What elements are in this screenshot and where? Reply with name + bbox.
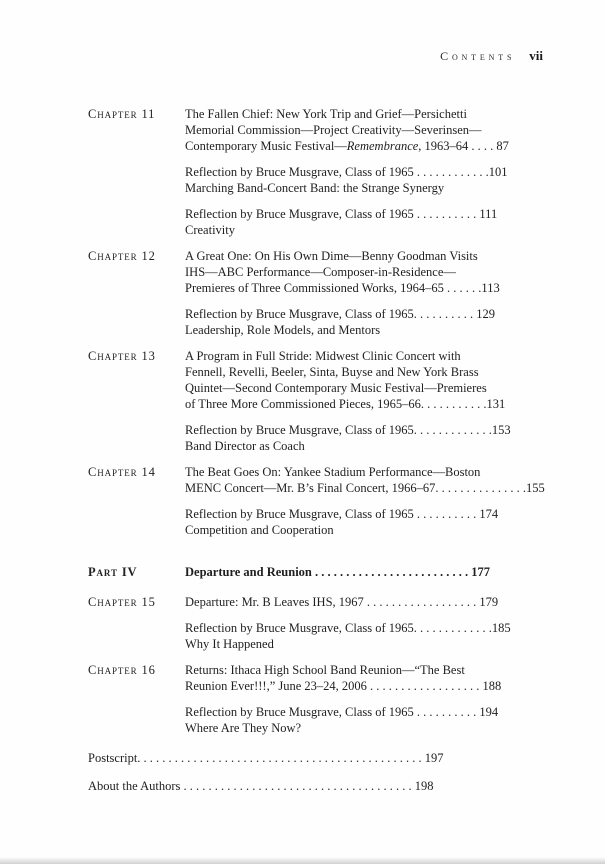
label-spacer (88, 206, 185, 238)
entry-text (185, 594, 543, 610)
entry-line: The Fallen Chief: New York Trip and Grief—Persichetti (185, 107, 467, 121)
entry-line: Premieres of Three Commissioned Works, 1964–65 . . . . . .113 (185, 281, 500, 295)
entry-text (185, 422, 543, 454)
toc-entry-reflection (88, 206, 543, 238)
entry-line: Band Director as Coach (185, 439, 305, 453)
entry-text (185, 348, 543, 412)
entry-text (185, 620, 543, 652)
toc-entry-chapter-15 (88, 594, 543, 610)
entry-line: Competition and Cooperation (185, 523, 334, 537)
label-spacer (88, 620, 185, 652)
chapter-label: Chapter 11 (88, 107, 156, 121)
entry-text (185, 164, 543, 196)
entry-text (185, 464, 545, 496)
chapter-label: Chapter 14 (88, 465, 156, 479)
entry-line: Reflection by Bruce Musgrave, Class of 1965 . . . . . . . . . . 111 (185, 207, 498, 221)
toc-entry-reflection (88, 506, 543, 538)
toc-entry-part-4 (88, 564, 543, 580)
entry-line: Where Are They Now? (185, 721, 302, 735)
entry-line: A Great One: On His Own Dime—Benny Goodman Visits (185, 249, 478, 263)
entry-line: Reflection by Bruce Musgrave, Class of 1965 . . . . . . . . . . . .101 (185, 165, 508, 179)
entry-line: Reflection by Bruce Musgrave, Class of 1965 . . . . . . . . . . 194 (185, 705, 499, 719)
entry-line: A Program in Full Stride: Midwest Clinic Concert with (185, 349, 461, 363)
toc-entry-chapter-12 (88, 248, 543, 296)
entry-line: Marching Band-Concert Band: the Strange Synergy (185, 181, 445, 195)
entry-line-part: , 1963–64 . . . . 87 (418, 139, 509, 153)
entry-line: Reunion Ever!!!,” June 23–24, 2006 . . . . . . . . . . . . . . . . . . 188 (185, 679, 502, 693)
entry-line: IHS—ABC Performance—Composer-in-Residence— (185, 265, 456, 279)
entry-line: The Beat Goes On: Yankee Stadium Performance—Boston (185, 465, 481, 479)
toc-entry-about-the-authors: About the Authors . . . . . . . . . . . . . . . . . . . . . . . . . . . . . . . . . . . . . 198 (88, 779, 434, 793)
label-spacer (88, 422, 185, 454)
label-spacer (88, 306, 185, 338)
entry-line: Leadership, Role Models, and Mentors (185, 323, 381, 337)
label-spacer (88, 704, 185, 736)
entry-text (185, 506, 543, 538)
entry-line: Departure and Reunion . . . . . . . . . . . . . . . . . . . . . . . . . 177 (185, 565, 490, 579)
entry-text (185, 564, 543, 580)
table-of-contents (88, 106, 543, 736)
part-label: Part IV (88, 565, 138, 579)
label-spacer (88, 506, 185, 538)
toc-entry-chapter-11 (88, 106, 543, 154)
chapter-label: Chapter 15 (88, 595, 156, 609)
entry-line: Fennell, Revelli, Beeler, Sinta, Buyse and New York Brass (185, 365, 479, 379)
entry-line: Reflection by Bruce Musgrave, Class of 1965. . . . . . . . . . . . .185 (185, 621, 511, 635)
entry-line: Returns: Ithaca High School Band Reunion—“The Best (185, 663, 465, 677)
entry-line: Why It Happened (185, 637, 274, 651)
entry-line: Reflection by Bruce Musgrave, Class of 1965. . . . . . . . . . 129 (185, 307, 496, 321)
entry-line: Reflection by Bruce Musgrave, Class of 1965. . . . . . . . . . . . .153 (185, 423, 511, 437)
toc-entry-chapter-14 (88, 464, 543, 496)
chapter-label: Chapter 12 (88, 249, 156, 263)
entry-line: Departure: Mr. B Leaves IHS, 1967 . . . . . . . . . . . . . . . . . . 179 (185, 595, 499, 609)
entry-line: Creativity (185, 223, 235, 237)
toc-entry-postscript: Postscript. . . . . . . . . . . . . . . . . . . . . . . . . . . . . . . . . . . . . . . . . . . . . . 197 (88, 751, 444, 765)
entry-line (185, 138, 543, 154)
label-spacer (88, 164, 185, 196)
page-number-folio: vii (529, 48, 543, 63)
entry-text (185, 106, 543, 154)
running-head (88, 48, 543, 64)
chapter-label: Chapter 13 (88, 349, 156, 363)
entry-line: Reflection by Bruce Musgrave, Class of 1965 . . . . . . . . . . 174 (185, 507, 499, 521)
toc-entry-reflection (88, 164, 543, 196)
entry-line: MENC Concert—Mr. B’s Final Concert, 1966–67. . . . . . . . . . . . . . .155 (185, 481, 545, 495)
entry-line: Quintet—Second Contemporary Music Festival—Premieres (185, 381, 487, 395)
book-title-italic: Remembrance (346, 139, 419, 153)
chapter-label: Chapter 16 (88, 663, 156, 677)
entry-text (185, 704, 543, 736)
entry-text (185, 662, 543, 694)
toc-entry-reflection (88, 306, 543, 338)
toc-entry-reflection (88, 422, 543, 454)
entry-text (185, 206, 543, 238)
toc-entry-chapter-13 (88, 348, 543, 412)
running-title: Contents (440, 49, 516, 63)
entry-line: Memorial Commission—Project Creativity—Severinsen— (185, 123, 482, 137)
toc-entry-reflection (88, 704, 543, 736)
toc-entry-chapter-16 (88, 662, 543, 694)
toc-entry-reflection (88, 620, 543, 652)
entry-text (185, 248, 543, 296)
entry-line: of Three More Commissioned Pieces, 1965–66. . . . . . . . . . .131 (185, 397, 506, 411)
backmatter (88, 750, 543, 794)
entry-line-part: Contemporary Music Festival— (185, 139, 347, 153)
entry-text (185, 306, 543, 338)
